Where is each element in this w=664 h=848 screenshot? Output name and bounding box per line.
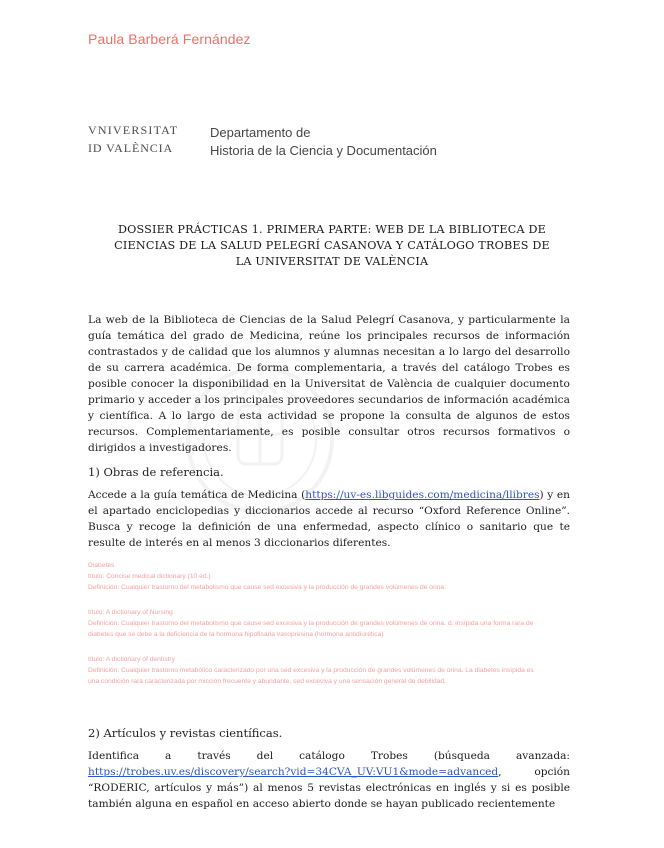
answers-block	[88, 560, 588, 701]
trobes-search-link[interactable]: https://trobes.uv.es/discovery/search?vid=34CVA_UV:VU1&mode=advanced	[88, 766, 499, 778]
section-2-instruction-line-1-prefix: Identifica a través del catálogo Trobes (búsqueda avanzada:	[88, 750, 570, 762]
section-2-heading: 2) Artículos y revistas científicas.	[88, 726, 283, 740]
title-line-3: LA UNIVERSITAT DE VALÈNCIA	[235, 255, 429, 268]
answer-1-line-2: título: Concise medical dictionary (10 ed.)	[88, 573, 211, 580]
answer-3-line-2: Definición: Cualquier trastorno metabólico caracterizado por una sed excesiva y la producción de grandes volúmenes de orina. La diabetes insípida es	[88, 667, 534, 674]
section-1-instruction-suffix: ) y en el apartado enciclopedias y diccionarios accede al recurso “Oxford Reference Online”. Busca y recoge la definición de una enfermedad, aspecto clínico o sanitario que te resulte de interés en al menos 3 diccionarios diferentes.	[88, 489, 571, 549]
section-1-instruction-prefix: Accede a la guía temática de Medicina (	[88, 489, 306, 501]
medicine-guide-link[interactable]: https://uv-es.libguides.com/medicina/llibres	[305, 489, 540, 501]
section-1-instruction	[88, 487, 570, 551]
section-2-instruction	[88, 748, 570, 812]
answer-2-line-1: título: A dictionary of Nursing	[88, 609, 173, 616]
document-title	[92, 222, 572, 270]
answer-3-line-3: una condición rara caracterizada por micción frecuente y abundante, sed excesiva y una sensación general de debilidad.	[88, 678, 447, 685]
answer-2-line-3: diabetes que se debe a la deficiencia de la hormona hipofisaria vasopresina (hormona antidiurética)	[88, 631, 384, 638]
title-line-2: CIENCIAS DE LA SALUD PELEGRÍ CASANOVA Y CATÁLOGO TROBES DE	[114, 239, 550, 252]
answer-block-1	[88, 560, 588, 593]
answer-2-line-2: Definición: Cualquier trastorno del metabolismo que cause sed excesiva y la producción de grandes volúmenes de orina. d. insípida una forma rara de	[88, 620, 534, 627]
section-1-heading: 1) Obras de referencia.	[88, 465, 224, 479]
header-logos	[88, 124, 448, 164]
department-line-1: Departamento de	[210, 125, 311, 140]
answer-1-line-3: Definición: Cualquier trastorno del metabolismo que cause sed excesiva y la producción de grandes volúmenes de orina.	[88, 584, 446, 591]
title-line-1: DOSSIER PRÁCTICAS 1. PRIMERA PARTE: WEB DE LA BIBLIOTECA DE	[117, 223, 547, 236]
department-line-2: Historia de la Ciencia y Documentación	[210, 143, 437, 158]
answer-block-3	[88, 654, 588, 687]
section-2-instruction-line-2-suffix: , opción	[498, 766, 570, 778]
intro-paragraph: La web de la Biblioteca de Ciencias de la Salud Pelegrí Casanova, y particularmente la guía temática del grado de Medicina, reúne los principales recursos de información contrastados y de calidad que los alumnos y alumnas necesitan a lo largo del desarrollo de su carrera académica. De forma complementaria, a través del catálogo Trobes es posible conocer la disponibilidad en la Universitat de València de cualquier documento primario y acceder a los principales proveedores secundarios de información académica y científica. A lo largo de esta actividad se propone la consulta de algunos de estos recursos. Complementariamente, es posible consultar otros recursos formativos o dirigidos a investigadores.	[88, 314, 570, 454]
university-logo-line-1: VNIVERSITAT	[88, 123, 179, 137]
answer-3-line-1: título: A dictionary of dentistry	[88, 656, 175, 663]
author-name: Paula Barberá Fernández	[88, 31, 251, 47]
answer-block-2	[88, 607, 588, 640]
section-2-instruction-rest: “RODERIC, artículos y más”) al menos 5 revistas electrónicas en inglés y si es posible también alguna en español en acceso abierto donde se hayan publicado recientemente	[88, 782, 570, 810]
department-name	[210, 124, 437, 160]
university-logo	[88, 124, 200, 160]
university-logo-line-2: ID VALÈNCIA	[88, 141, 174, 155]
answer-1-line-1: Diabetes	[88, 562, 115, 569]
